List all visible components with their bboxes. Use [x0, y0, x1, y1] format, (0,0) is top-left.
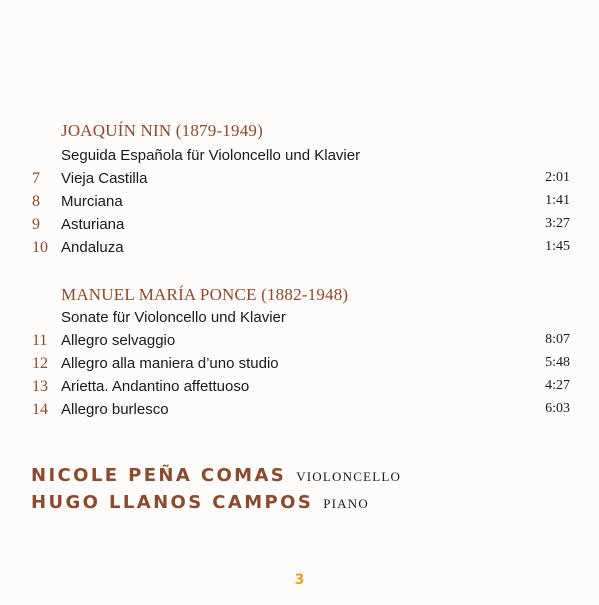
track-number: 9 — [32, 216, 40, 233]
track-number: 8 — [32, 193, 40, 210]
track-duration: 1:45 — [545, 239, 570, 254]
track-title: Asturiana — [61, 216, 125, 233]
track-number: 12 — [32, 355, 48, 372]
track-duration: 6:03 — [545, 401, 570, 416]
performer-pianist — [31, 492, 369, 513]
track-row — [0, 378, 599, 400]
track-title: Vieja Castilla — [61, 170, 148, 187]
track-row — [0, 170, 599, 192]
track-duration: 8:07 — [545, 332, 570, 347]
track-title: Allegro alla maniera d’uno studio — [61, 355, 279, 372]
performer-cellist — [31, 465, 401, 486]
composer-heading-ponce — [61, 285, 348, 305]
performer-instrument: PIANO — [323, 496, 369, 511]
composer-name: MANUEL MARÍA PONCE — [61, 285, 257, 304]
track-duration: 2:01 — [545, 170, 570, 185]
track-number: 13 — [32, 378, 48, 395]
track-title: Andaluza — [61, 239, 124, 256]
track-duration: 1:41 — [545, 193, 570, 208]
track-title: Allegro burlesco — [61, 401, 169, 418]
track-duration: 5:48 — [545, 355, 570, 370]
track-title: Murciana — [61, 193, 123, 210]
composer-name: JOAQUÍN NIN — [61, 121, 172, 140]
track-row — [0, 332, 599, 354]
track-duration: 3:27 — [545, 216, 570, 231]
track-duration: 4:27 — [545, 378, 570, 393]
performer-name: NICOLE PEÑA COMAS — [31, 465, 287, 486]
composer-heading-nin — [61, 121, 263, 141]
track-number: 7 — [32, 170, 40, 187]
track-row — [0, 355, 599, 377]
track-number: 11 — [32, 332, 48, 349]
track-row — [0, 216, 599, 238]
track-row — [0, 239, 599, 261]
track-title: Arietta. Andantino affettuoso — [61, 378, 250, 395]
composer-dates: (1879-1949) — [175, 121, 263, 140]
track-title: Allegro selvaggio — [61, 332, 176, 349]
work-title: Sonate für Violoncello und Klavier — [61, 309, 286, 326]
composer-dates: (1882-1948) — [261, 285, 349, 304]
track-number: 10 — [32, 239, 48, 256]
performer-instrument: VIOLONCELLO — [296, 469, 402, 484]
track-number: 14 — [32, 401, 48, 418]
work-title: Seguida Española für Violoncello und Klavier — [61, 147, 361, 164]
performer-name: HUGO LLANOS CAMPOS — [31, 492, 314, 513]
track-row — [0, 401, 599, 423]
track-row — [0, 193, 599, 215]
page-number: 3 — [294, 572, 305, 588]
